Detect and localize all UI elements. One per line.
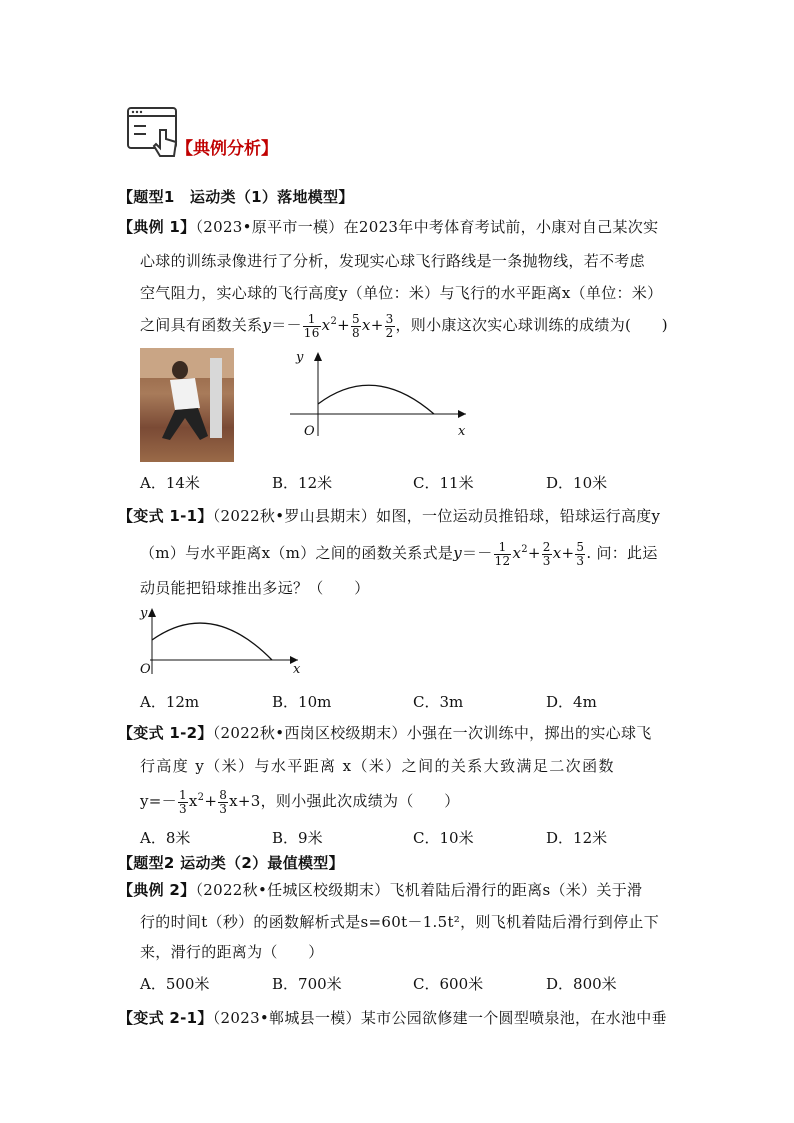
ex1-option-c: C．11米 [413,474,474,492]
var21-line1: 【变式 2-1】（2023•郸城县一模）某市公园欲修建一个圆型喷泉池，在水池中垂 [118,1009,667,1027]
var12-line2: 行高度 y（米）与水平距离 x（米）之间的关系大致满足二次函数 [140,757,615,775]
ex1-graph-y-label: y [296,350,304,365]
var11-graph-x-label: x [293,662,301,677]
touch-screen-icon [126,106,182,158]
section2-title: 【题型2 运动类（2）最值模型】 [118,854,344,872]
ex2-option-b: B．700米 [272,975,342,993]
ex1-line3: 空气阻力，实心球的飞行高度y（单位：米）与飞行的水平距离x（单位：米） [140,284,663,302]
ex1-option-b: B．12米 [272,474,333,492]
ex2-option-a: A．500米 [140,975,210,993]
ex2-option-d: D．800米 [546,975,617,993]
section-header-title: 【典例分析】 [176,139,278,159]
ex2-line3: 来，滑行的距离为（ ） [140,943,324,961]
var11-option-a: A．12m [140,693,200,711]
var11-graph-y-label: y [140,606,148,621]
var12-option-d: D．12米 [546,829,608,847]
var11-graph [136,606,306,678]
ex1-graph-origin: O [304,424,315,439]
var11-option-d: D．4m [546,693,597,711]
var11-option-c: C．3m [413,693,464,711]
ex2-line1: 【典例 2】（2022秋•任城区校级期末）飞机着陆后滑行的距离s（米）关于滑 [118,881,643,899]
var12-line3: y=－ $\frac{1}{3}$ $x^2+$ $\frac{8}{3}$ x+3，则小强此次成绩为（ ） [140,787,460,816]
section1-title: 【题型1 运动类（1）落地模型】 [118,188,354,206]
var11-line2: （m）与水平距离x（m）之间的函数关系式是y＝－ $\frac{1}{12}$ $x^2+$ $\frac{2}{3}$ x+ $\frac{5}{3}$ . 问：此运 [140,539,658,568]
var11-graph-origin: O [140,662,151,677]
var12-option-c: C．10米 [413,829,474,847]
var11-line1: 【变式 1-1】（2022秋•罗山县期末）如图，一位运动员推铅球，铅球运行高度y [118,507,661,525]
ex1-option-d: D．10米 [546,474,608,492]
ex1-line2: 心球的训练录像进行了分析，发现实心球飞行路线是一条抛物线，若不考虑 [140,252,645,270]
var11-option-b: B．10m [272,693,332,711]
var11-line3: 动员能把铅球推出多远？（ ） [140,579,370,597]
athlete-photo [140,348,234,462]
ex1-graph-x-label: x [458,424,466,439]
var12-option-b: B．9米 [272,829,323,847]
ex2-option-c: C．600米 [413,975,484,993]
ex1-line1: 【典例 1】（2023•原平市一模）在2023年中考体育考试前，小康对自己某次实 [118,218,659,236]
var12-option-a: A．8米 [140,829,191,847]
var12-line1: 【变式 1-2】（2022秋•西岗区校级期末）小强在一次训练中，掷出的实心球飞 [118,724,652,742]
ex2-line2: 行的时间t（秒）的函数解析式是s=60t－1.5t²，则飞机着陆后滑行到停止下 [140,913,660,931]
ex1-line4: 之间具有函数关系y＝－ $\frac{1}{16}$ $x^2+$ $\frac{5}{8}$ x+ $\frac{3}{2}$ ，则小康这次实心球训练的成绩为( ) [140,311,668,340]
ex1-option-a: A．14米 [140,474,200,492]
